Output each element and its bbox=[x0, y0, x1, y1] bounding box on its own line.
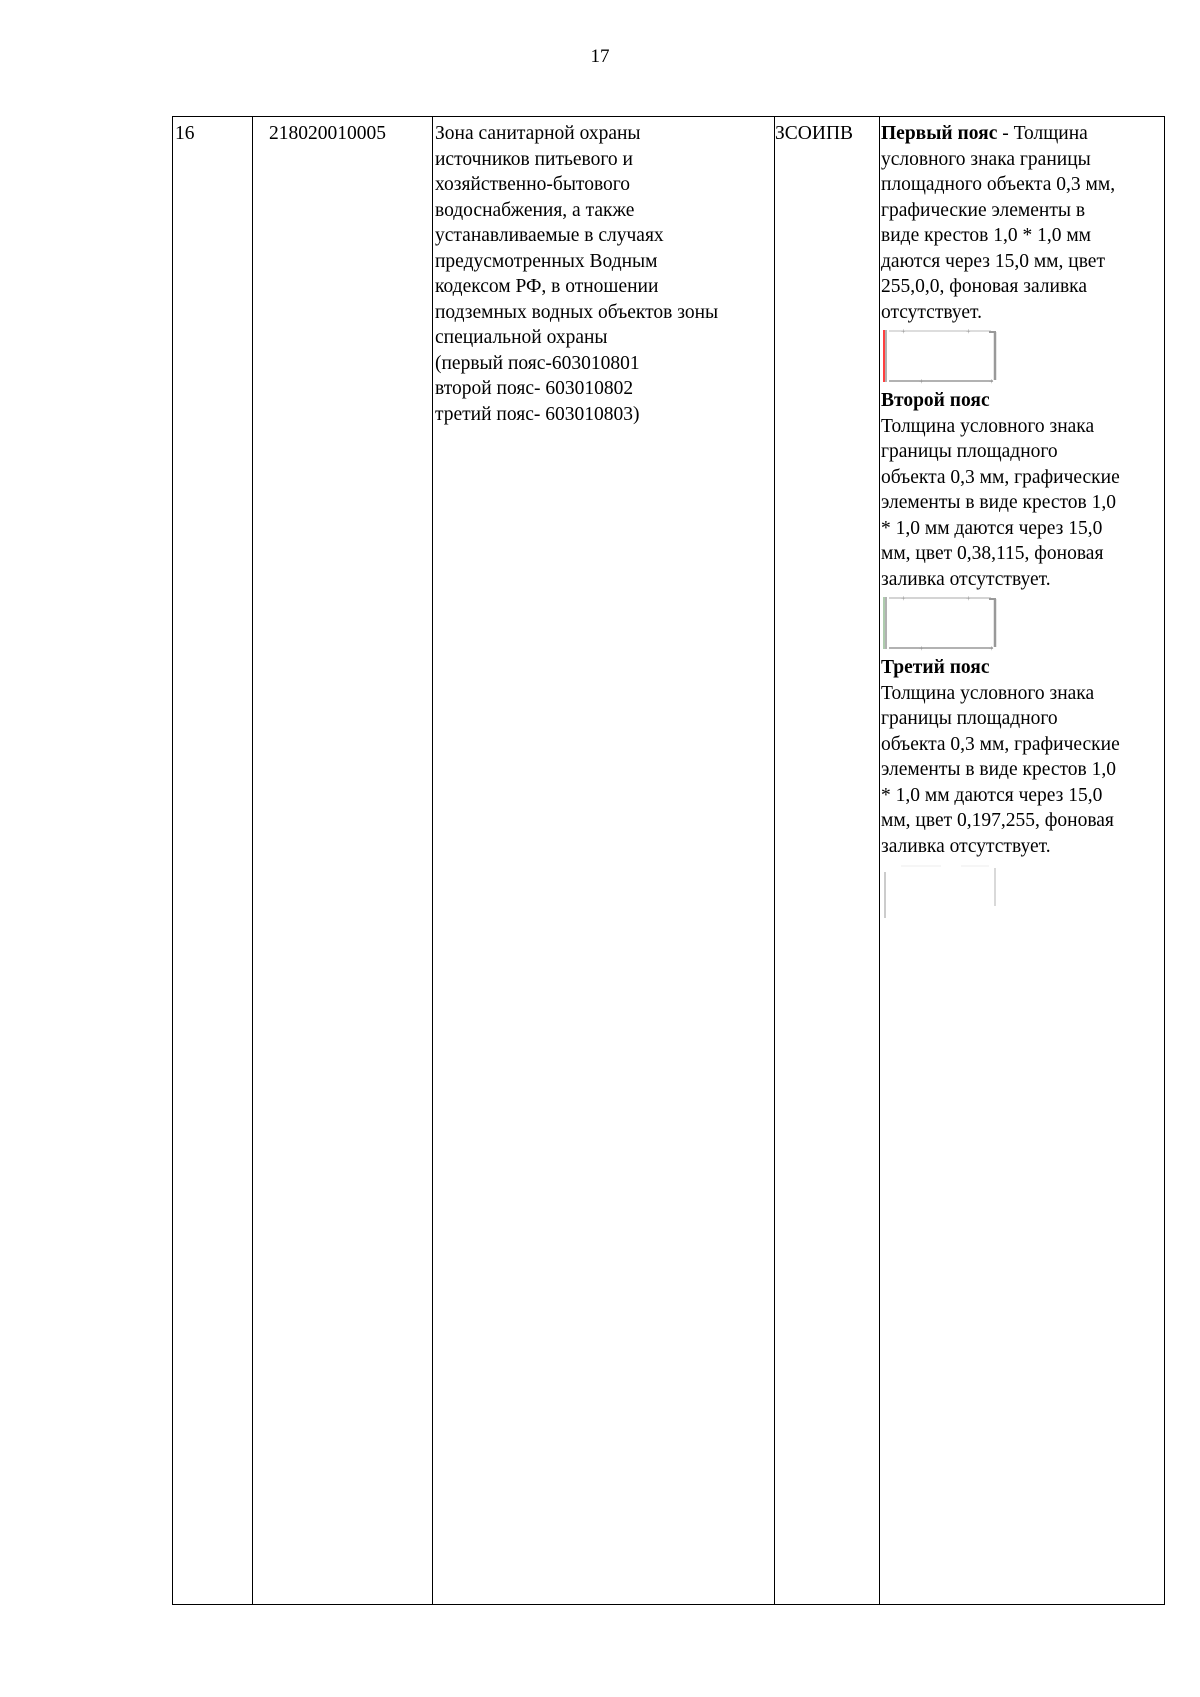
belt-text-line: графические элементы в bbox=[881, 199, 1086, 221]
object-name-line: подземных водных объектов зоны bbox=[435, 301, 719, 323]
svg-text:+: + bbox=[901, 328, 906, 336]
belt-text-line: условного знака границы bbox=[881, 148, 1091, 170]
svg-text:+: + bbox=[989, 644, 994, 651]
belt-text-line: даются через 15,0 мм, цвет bbox=[881, 250, 1105, 272]
object-code-cell bbox=[253, 117, 433, 1605]
belt-symbol-swatch bbox=[881, 862, 1001, 918]
belt-text-line: заливка отсутствует. bbox=[881, 835, 1051, 857]
object-code: 218020010005 bbox=[269, 123, 386, 144]
belt-text-line: мм, цвет 0,38,115, фоновая bbox=[881, 543, 1104, 564]
belt-title: Второй пояс bbox=[881, 390, 990, 411]
belt-text-line: заливка отсутствует. bbox=[881, 568, 1051, 590]
object-name-line: источников питьевого и bbox=[435, 148, 633, 170]
belt-symbol-swatch bbox=[881, 595, 1001, 651]
belt-title: Первый пояс bbox=[881, 123, 998, 144]
belt-symbol-swatch bbox=[881, 328, 1001, 384]
svg-text:+: + bbox=[966, 595, 971, 603]
object-name-line: Зона санитарной охраны bbox=[435, 123, 641, 144]
object-name-line: кодексом РФ, в отношении bbox=[435, 276, 659, 297]
svg-text:+: + bbox=[919, 377, 924, 384]
belt-text-line: * 1,0 мм даются через 15,0 bbox=[881, 517, 1103, 539]
abbreviation-cell bbox=[775, 117, 880, 1605]
row-number: 16 bbox=[175, 123, 195, 144]
belt-text-line: Толщина условного знака bbox=[881, 415, 1095, 437]
row-number-cell bbox=[173, 117, 253, 1605]
object-name-line: устанавливаемые в случаях bbox=[435, 225, 664, 246]
belt-text-line: объекта 0,3 мм, графические bbox=[881, 733, 1120, 755]
belt-text-line: границы площадного bbox=[881, 708, 1058, 729]
belt-text-line: 255,0,0, фоновая заливка bbox=[881, 276, 1088, 297]
table-row bbox=[173, 117, 1165, 1605]
svg-text:+: + bbox=[901, 595, 906, 603]
object-name-line: водоснабжения, а также bbox=[435, 199, 635, 221]
belt-text-line: виде крестов 1,0 * 1,0 мм bbox=[881, 225, 1092, 246]
belt-text-line: мм, цвет 0,197,255, фоновая bbox=[881, 810, 1114, 831]
object-name-cell bbox=[433, 117, 775, 1605]
symbol-description-cell bbox=[880, 117, 1165, 1605]
belt-text-line: элементы в виде крестов 1,0 bbox=[881, 492, 1116, 513]
belt-text-line: площадного объекта 0,3 мм, bbox=[881, 174, 1116, 195]
belt-text-line: * 1,0 мм даются через 15,0 bbox=[881, 784, 1103, 806]
object-name-line: (первый пояс-603010801 bbox=[435, 352, 640, 374]
abbreviation: ЗСОИПВ bbox=[775, 123, 854, 144]
svg-text:+: + bbox=[966, 328, 971, 336]
belt-first bbox=[881, 121, 1164, 384]
svg-text:+: + bbox=[989, 377, 994, 384]
classifier-table bbox=[172, 116, 1165, 1605]
belt-third bbox=[881, 655, 1164, 918]
object-name-line: специальной охраны bbox=[435, 327, 608, 348]
belt-second bbox=[881, 388, 1164, 651]
belt-text-line: объекта 0,3 мм, графические bbox=[881, 466, 1120, 488]
object-name bbox=[433, 117, 774, 427]
object-name-line: второй пояс- 603010802 bbox=[435, 378, 634, 399]
belt-text-line: Толщина условного знака bbox=[881, 682, 1095, 704]
object-name-line: предусмотренных Водным bbox=[435, 250, 658, 272]
svg-text:+: + bbox=[919, 644, 924, 651]
object-name-line: третий пояс- 603010803) bbox=[435, 403, 640, 425]
belt-text-line: границы площадного bbox=[881, 441, 1058, 462]
belt-text-line: элементы в виде крестов 1,0 bbox=[881, 759, 1116, 780]
symbol-description bbox=[880, 117, 1164, 918]
belt-title: Третий пояс bbox=[881, 657, 990, 678]
belt-title-suffix: - Толщина bbox=[997, 123, 1088, 144]
object-name-line: хозяйственно-бытового bbox=[435, 174, 631, 195]
belt-text-line: отсутствует. bbox=[881, 301, 982, 323]
page-number: 17 bbox=[590, 46, 610, 67]
